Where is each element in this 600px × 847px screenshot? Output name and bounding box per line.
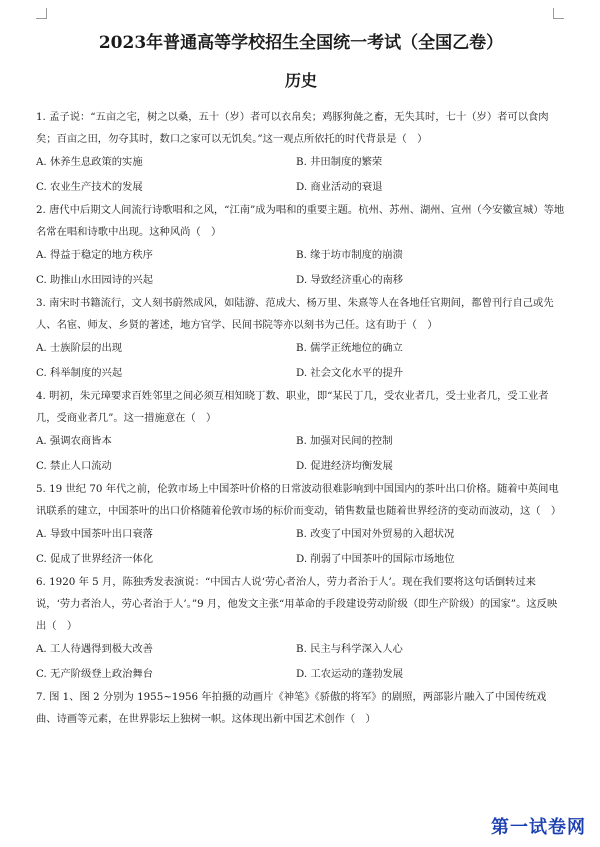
option-grid <box>36 522 566 571</box>
option-d: D. 削弱了中国茶叶的国际市场地位 <box>296 552 455 565</box>
exam-page <box>36 30 566 730</box>
option-a: A. 得益于稳定的地方秩序 <box>36 249 153 261</box>
option-a: A. 工人待遇得到极大改善 <box>36 643 153 655</box>
question-4 <box>36 385 566 478</box>
corner-mark-left <box>36 8 47 19</box>
question-stem: 6. 1920 年 5 月，陈独秀发表演说：“中国古人说‘劳心者治人，劳力者治于人’。现在我们要将这句话倒转过来说，‘劳力者治人，劳心者治于人’。”9 月，他发文主张“用革命的手段建设劳动阶级（即生产阶级）的国家”。这反映出（ ） <box>36 576 558 632</box>
option-d: D. 社会文化水平的提升 <box>296 366 404 379</box>
option-a: A. 导致中国茶叶出口衰落 <box>36 528 153 540</box>
option-grid <box>36 150 566 199</box>
subject-title: 历史 <box>284 71 317 90</box>
option-b: B. 改变了中国对外贸易的入超状况 <box>296 528 455 540</box>
option-b: B. 民主与科学深入人心 <box>296 643 403 655</box>
option-b: B. 缘于坊市制度的崩溃 <box>296 249 403 261</box>
question-2 <box>36 199 566 292</box>
option-c: C. 无产阶级登上政治舞台 <box>36 667 154 680</box>
option-c: C. 助推山水田园诗的兴起 <box>36 273 154 286</box>
option-a: A. 强调农商皆本 <box>36 435 112 447</box>
option-c: C. 促成了世界经济一体化 <box>36 552 154 565</box>
option-c: C. 农业生产技术的发展 <box>36 180 143 193</box>
option-d: D. 商业活动的衰退 <box>296 180 383 193</box>
question-6 <box>36 571 566 686</box>
option-b: B. 加强对民间的控制 <box>296 435 393 447</box>
question-stem: 7. 图 1、图 2 分别为 1955~1956 年拍摄的动画片《神笔》《骄傲的将军》的剧照，两部影片融入了中国传统戏曲、诗画等元素，在世界影坛上独树一帜。这体现出新中国艺术创作（ ） <box>36 691 547 725</box>
corner-mark-right <box>553 8 564 19</box>
option-c: C. 科举制度的兴起 <box>36 366 123 379</box>
option-b: B. 儒学正统地位的确立 <box>296 342 403 354</box>
question-stem: 2. 唐代中后期文人间流行诗歌唱和之风，“江南”成为唱和的重要主题。杭州、苏州、湖州、宣州（今安徽宣城）等地名常在唱和诗歌中出现。这种风尚（ ） <box>36 204 565 238</box>
option-b: B. 井田制度的繁荣 <box>296 156 383 168</box>
exam-title: 2023年普通高等学校招生全国统一考试（全国乙卷） <box>98 33 504 53</box>
question-stem: 3. 南宋时书籍流行，文人刻书蔚然成风，如陆游、范成大、杨万里、朱熹等人在各地任官期间，都曾刊行自己或先人、名宦、师友、乡贤的著述，地方官学、民间书院等亦以刻书为己任。这有助于（ ） <box>36 297 554 331</box>
question-stem: 1. 孟子说：“五亩之宅，树之以桑，五十（岁）者可以衣帛矣；鸡豚狗彘之畜，无失其时，七十（岁）者可以食肉矣；百亩之田，勿夺其时，数口之家可以无饥矣。”这一观点所依托的时代背景是（ ） <box>36 111 549 145</box>
option-d: D. 导致经济重心的南移 <box>296 273 404 286</box>
question-stem: 5. 19 世纪 70 年代之前，伦敦市场上中国茶叶价格的日常波动很难影响到中国国内的茶叶出口价格。随着中英间电讯联系的建立，中国茶叶的出口价格随着伦敦市场的标价而变动，销售数量也随着世界经济的变动而波动，这（ ） <box>36 483 562 517</box>
option-grid <box>36 336 566 385</box>
option-d: D. 工农运动的蓬勃发展 <box>296 667 404 680</box>
question-5 <box>36 478 566 571</box>
option-grid <box>36 637 566 686</box>
question-7 <box>36 686 566 730</box>
option-d: D. 促进经济均衡发展 <box>296 459 393 472</box>
option-grid <box>36 429 566 478</box>
option-a: A. 士族阶层的出现 <box>36 342 123 354</box>
option-c: C. 禁止人口流动 <box>36 459 112 472</box>
option-grid <box>36 243 566 292</box>
question-3 <box>36 292 566 385</box>
site-watermark: 第一试卷网 <box>491 817 586 838</box>
question-stem: 4. 明初，朱元璋要求百姓邻里之间必须互相知晓丁数、职业，即“某民丁几，受农业者几，受士业者几，受工业者几，受商业者几”。这一措施意在（ ） <box>36 390 549 424</box>
option-a: A. 休养生息政策的实施 <box>36 156 143 168</box>
question-1 <box>36 106 566 199</box>
